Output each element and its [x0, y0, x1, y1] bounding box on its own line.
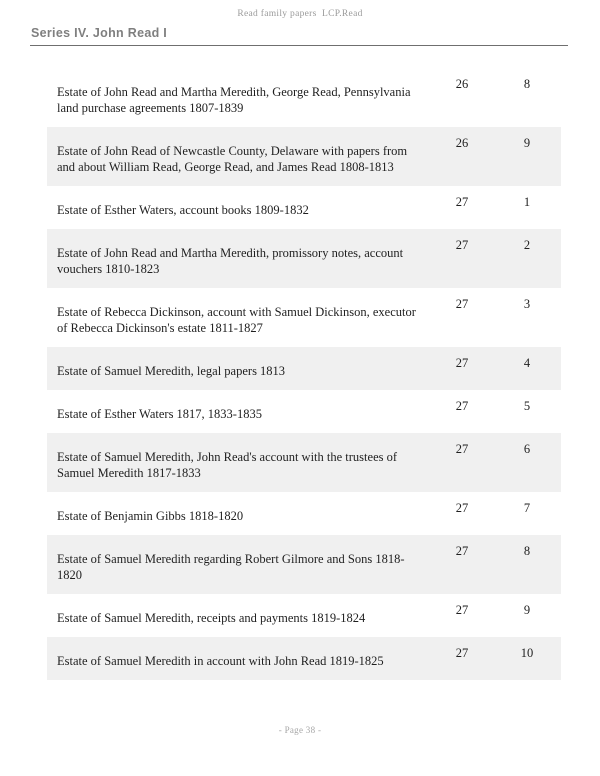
table-row [47, 68, 561, 127]
box-number: 27 [455, 646, 469, 660]
item-description: Estate of Samuel Meredith regarding Robert Gilmore and Sons 1818-1820 [57, 552, 405, 582]
folder-number: 9 [523, 136, 531, 150]
box-number: 27 [455, 297, 469, 311]
box-number: 27 [455, 501, 469, 515]
table-row [47, 492, 561, 535]
folder-number: 8 [523, 77, 531, 91]
folder-number: 10 [520, 646, 534, 660]
item-description: Estate of John Read and Martha Meredith, George Read, Pennsylvania land purchase agreements 1807-1839 [57, 85, 411, 115]
box-number: 27 [455, 544, 469, 558]
header-divider [30, 45, 568, 46]
table-row [47, 127, 561, 186]
item-description: Estate of Samuel Meredith, John Read's account with the trustees of Samuel Meredith 1817-1833 [57, 450, 398, 480]
box-number: 27 [455, 603, 469, 617]
item-description: Estate of Benjamin Gibbs 1818-1820 [57, 509, 244, 523]
folder-number: 7 [523, 501, 531, 515]
series-table [47, 68, 561, 680]
box-number: 26 [455, 136, 469, 150]
item-description: Estate of John Read and Martha Meredith, promissory notes, account vouchers 1810-1823 [57, 246, 404, 276]
box-number: 27 [455, 442, 469, 456]
box-number: 26 [455, 77, 469, 91]
running-header: Read family papers LCP.Read [237, 9, 363, 19]
table-row [47, 535, 561, 594]
table-row [47, 594, 561, 637]
table-row [47, 433, 561, 492]
folder-number: 9 [523, 603, 531, 617]
item-description: Estate of Samuel Meredith, legal papers 1813 [57, 364, 286, 378]
folder-number: 5 [523, 399, 531, 413]
folder-number: 2 [523, 238, 531, 252]
series-title: Series IV. John Read I [31, 26, 168, 40]
folder-number: 3 [523, 297, 531, 311]
table-row [47, 229, 561, 288]
item-description: Estate of Samuel Meredith in account with John Read 1819-1825 [57, 654, 384, 668]
folder-number: 1 [523, 195, 531, 209]
box-number: 27 [455, 195, 469, 209]
item-description: Estate of Esther Waters 1817, 1833-1835 [57, 407, 262, 421]
page-number: - Page 38 - [278, 725, 322, 735]
table-row [47, 186, 561, 229]
item-description: Estate of Samuel Meredith, receipts and payments 1819-1824 [57, 611, 366, 625]
item-description: Estate of Rebecca Dickinson, account with Samuel Dickinson, executor of Rebecca Dickinson's estate 1811-1827 [57, 305, 416, 335]
item-description: Estate of Esther Waters, account books 1809-1832 [57, 203, 309, 217]
box-number: 27 [455, 238, 469, 252]
folder-number: 4 [523, 356, 531, 370]
table-row [47, 390, 561, 433]
box-number: 27 [455, 399, 469, 413]
table-row [47, 347, 561, 390]
folder-number: 6 [523, 442, 531, 456]
table-row [47, 637, 561, 680]
table-row [47, 288, 561, 347]
item-description: Estate of John Read of Newcastle County, Delaware with papers from and about William Read, George Read, and James Read 1808-1813 [57, 144, 408, 174]
folder-number: 8 [523, 544, 531, 558]
box-number: 27 [455, 356, 469, 370]
